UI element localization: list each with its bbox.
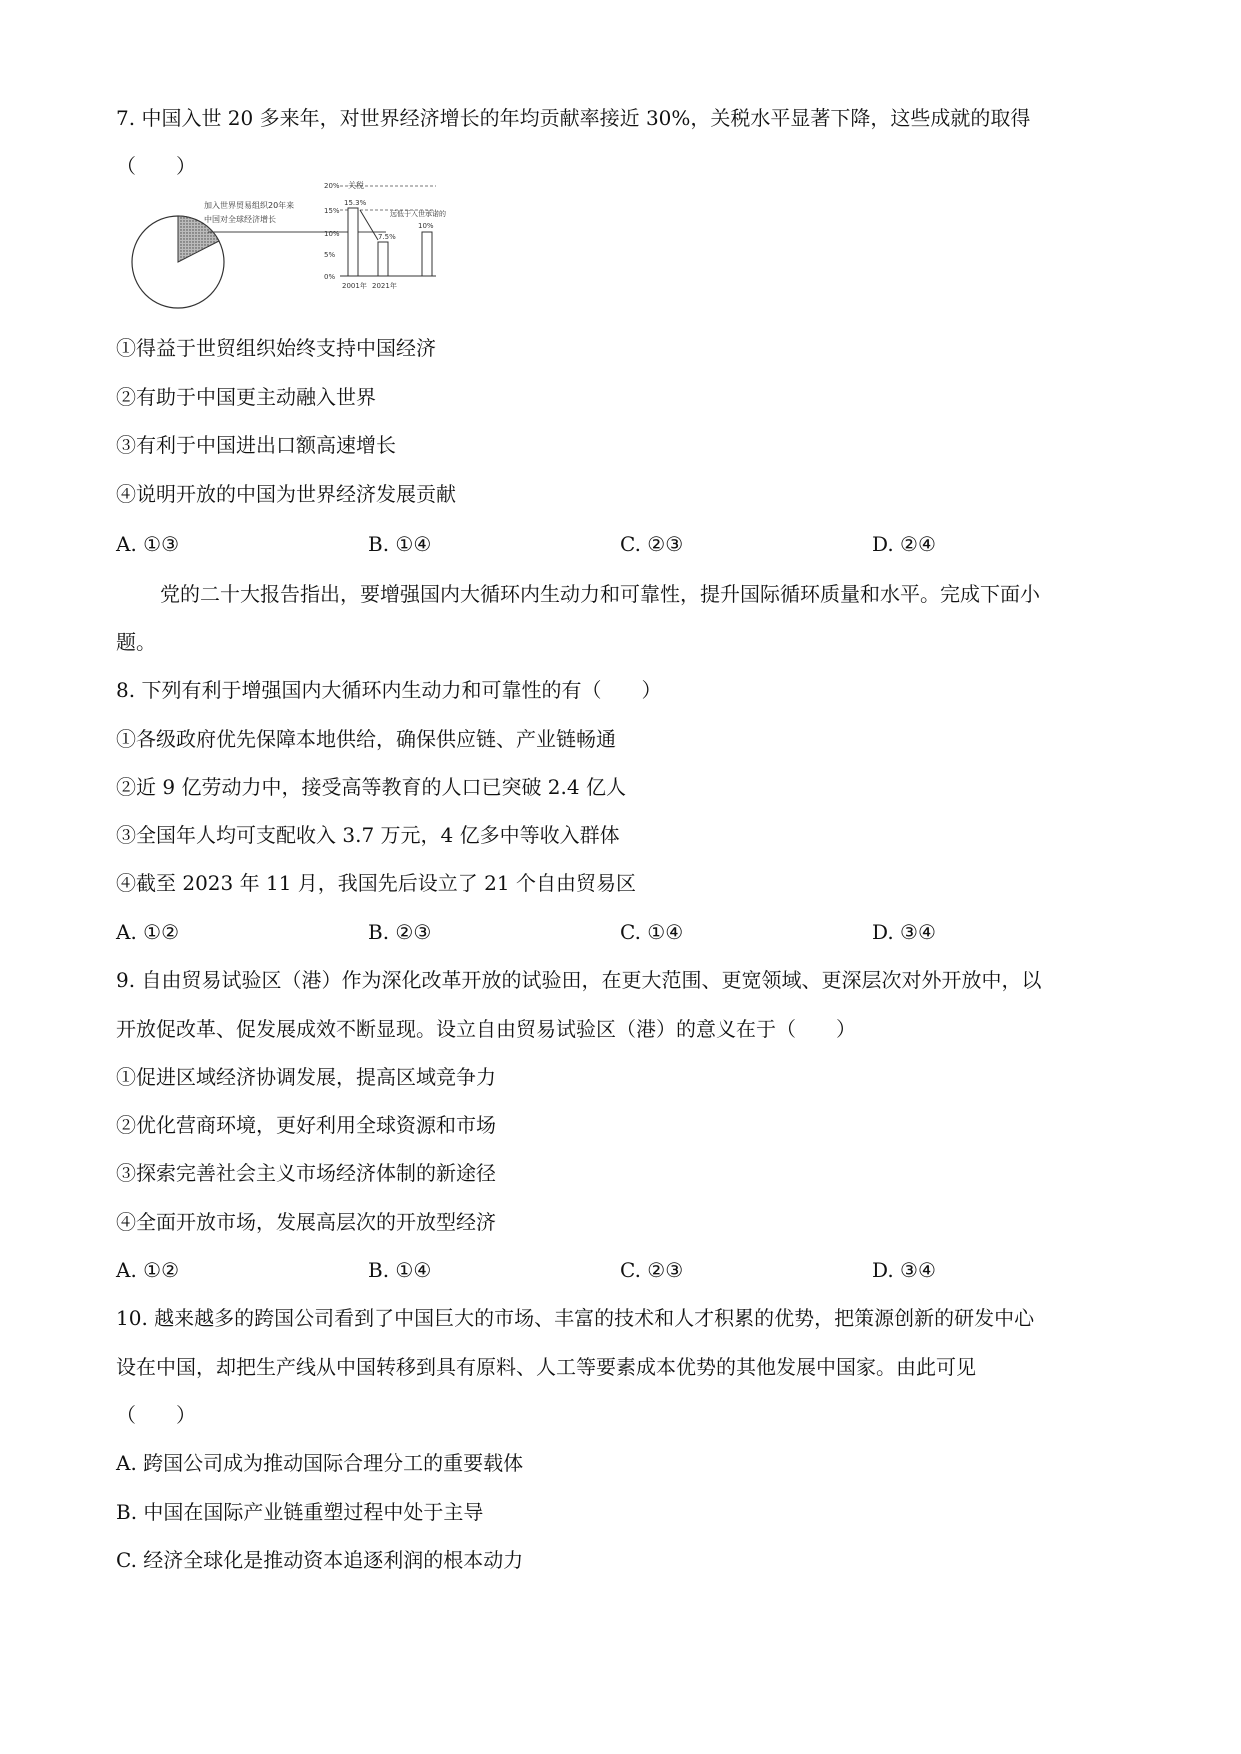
q8-statement-4: ④截至 2023 年 11 月，我国先后设立了 21 个自由贸易区 bbox=[116, 871, 636, 895]
q7-option-a[interactable]: A. ①③ bbox=[116, 532, 180, 556]
q9-stem-line2: 开放促改革、促发展成效不断显现。设立自由贸易试验区（港）的意义在于（ ） bbox=[116, 1017, 856, 1041]
label-2021-value: 7.5% bbox=[378, 233, 396, 241]
q7-statement-3: ③有利于中国进出口额高速增长 bbox=[116, 433, 396, 457]
intro-line2: 题。 bbox=[116, 630, 156, 654]
q8-statement-2: ②近 9 亿劳动力中，接受高等教育的人口已突破 2.4 亿人 bbox=[116, 775, 626, 799]
q9-option-b[interactable]: B. ①④ bbox=[368, 1258, 432, 1282]
pie-label-line2: 中国对全球经济增长 bbox=[204, 215, 276, 224]
q9-option-c[interactable]: C. ②③ bbox=[620, 1258, 684, 1282]
q7-option-b[interactable]: B. ①④ bbox=[368, 532, 432, 556]
q8-option-c[interactable]: C. ①④ bbox=[620, 920, 684, 944]
q10-option-b[interactable]: B. 中国在国际产业链重塑过程中处于主导 bbox=[116, 1500, 484, 1524]
q7-option-c[interactable]: C. ②③ bbox=[620, 532, 684, 556]
tariff-bar-chart bbox=[324, 180, 446, 290]
q9-statement-4: ④全面开放市场，发展高层次的开放型经济 bbox=[116, 1210, 496, 1234]
bar-chart-title: 关税 bbox=[348, 181, 364, 190]
q9-statement-2: ②优化营商环境，更好利用全球资源和市场 bbox=[116, 1113, 496, 1137]
q7-statement-1: ①得益于世贸组织始终支持中国经济 bbox=[116, 336, 436, 360]
q9-statement-1: ①促进区域经济协调发展，提高区域竞争力 bbox=[116, 1065, 496, 1089]
y-tick-5: 5% bbox=[324, 251, 336, 259]
q7-figure bbox=[126, 181, 506, 320]
label-2001-value: 15.3% bbox=[344, 199, 367, 207]
bar-2021 bbox=[378, 242, 388, 276]
q9-stem-line1: 9. 自由贸易试验区（港）作为深化改革开放的试验田，在更大范围、更宽领域、更深层次对外开放中，以 bbox=[116, 968, 1042, 992]
q7-statement-4: ④说明开放的中国为世界经济发展贡献 bbox=[116, 482, 456, 506]
q7-figure-svg bbox=[126, 181, 506, 316]
q9-option-a[interactable]: A. ①② bbox=[116, 1258, 180, 1282]
q10-option-a[interactable]: A. 跨国公司成为推动国际合理分工的重要载体 bbox=[116, 1451, 524, 1475]
q10-answer-blank: （ ） bbox=[116, 1403, 196, 1427]
compare-value: 10% bbox=[418, 222, 434, 230]
bar-commitment bbox=[422, 232, 432, 276]
q7-stem-line1: 7. 中国入世 20 多来年，对世界经济增长的年均贡献率接近 30%，关税水平显著下降，这些成就的取得 bbox=[116, 106, 1031, 130]
q10-option-c[interactable]: C. 经济全球化是推动资本追逐利润的根本动力 bbox=[116, 1548, 524, 1572]
q8-statement-1: ①各级政府优先保障本地供给，确保供应链、产业链畅通 bbox=[116, 727, 616, 751]
y-tick-20: 20% bbox=[324, 182, 340, 190]
q9-statement-3: ③探索完善社会主义市场经济体制的新途径 bbox=[116, 1161, 496, 1185]
y-tick-0: 0% bbox=[324, 273, 336, 281]
bar-2001 bbox=[348, 208, 358, 276]
q8-statement-3: ③全国年人均可支配收入 3.7 万元，4 亿多中等收入群体 bbox=[116, 823, 620, 847]
q8-option-d[interactable]: D. ③④ bbox=[872, 920, 936, 944]
q10-stem-line2: 设在中国，却把生产线从中国转移到具有原料、人工等要素成本优势的其他发展中国家。由此可见 bbox=[116, 1355, 976, 1379]
x-label-2001: 2001年 bbox=[342, 282, 367, 290]
q7-answer-blank: （ ） bbox=[116, 154, 196, 178]
y-tick-15: 15% bbox=[324, 207, 340, 215]
decline-line bbox=[360, 210, 378, 240]
pie-label-line1: 加入世界贸易组织20年来 bbox=[204, 201, 295, 210]
y-tick-10: 10% bbox=[324, 230, 340, 238]
q7-statement-2: ②有助于中国更主动融入世界 bbox=[116, 385, 376, 409]
intro-line1: 党的二十大报告指出，要增强国内大循环内生动力和可靠性，提升国际循环质量和水平。完成下面小 bbox=[160, 582, 1040, 606]
q8-option-a[interactable]: A. ①② bbox=[116, 920, 180, 944]
x-label-2021: 2021年 bbox=[372, 282, 397, 290]
q9-option-d[interactable]: D. ③④ bbox=[872, 1258, 936, 1282]
compare-text: 远低于入世承诺的 bbox=[390, 210, 446, 218]
q8-stem: 8. 下列有利于增强国内大循环内生动力和可靠性的有（ ） bbox=[116, 678, 662, 702]
q10-stem-line1: 10. 越来越多的跨国公司看到了中国巨大的市场、丰富的技术和人才积累的优势，把策源创新的研发中心 bbox=[116, 1306, 1035, 1330]
q8-option-b[interactable]: B. ②③ bbox=[368, 920, 432, 944]
q7-option-d[interactable]: D. ②④ bbox=[872, 532, 936, 556]
